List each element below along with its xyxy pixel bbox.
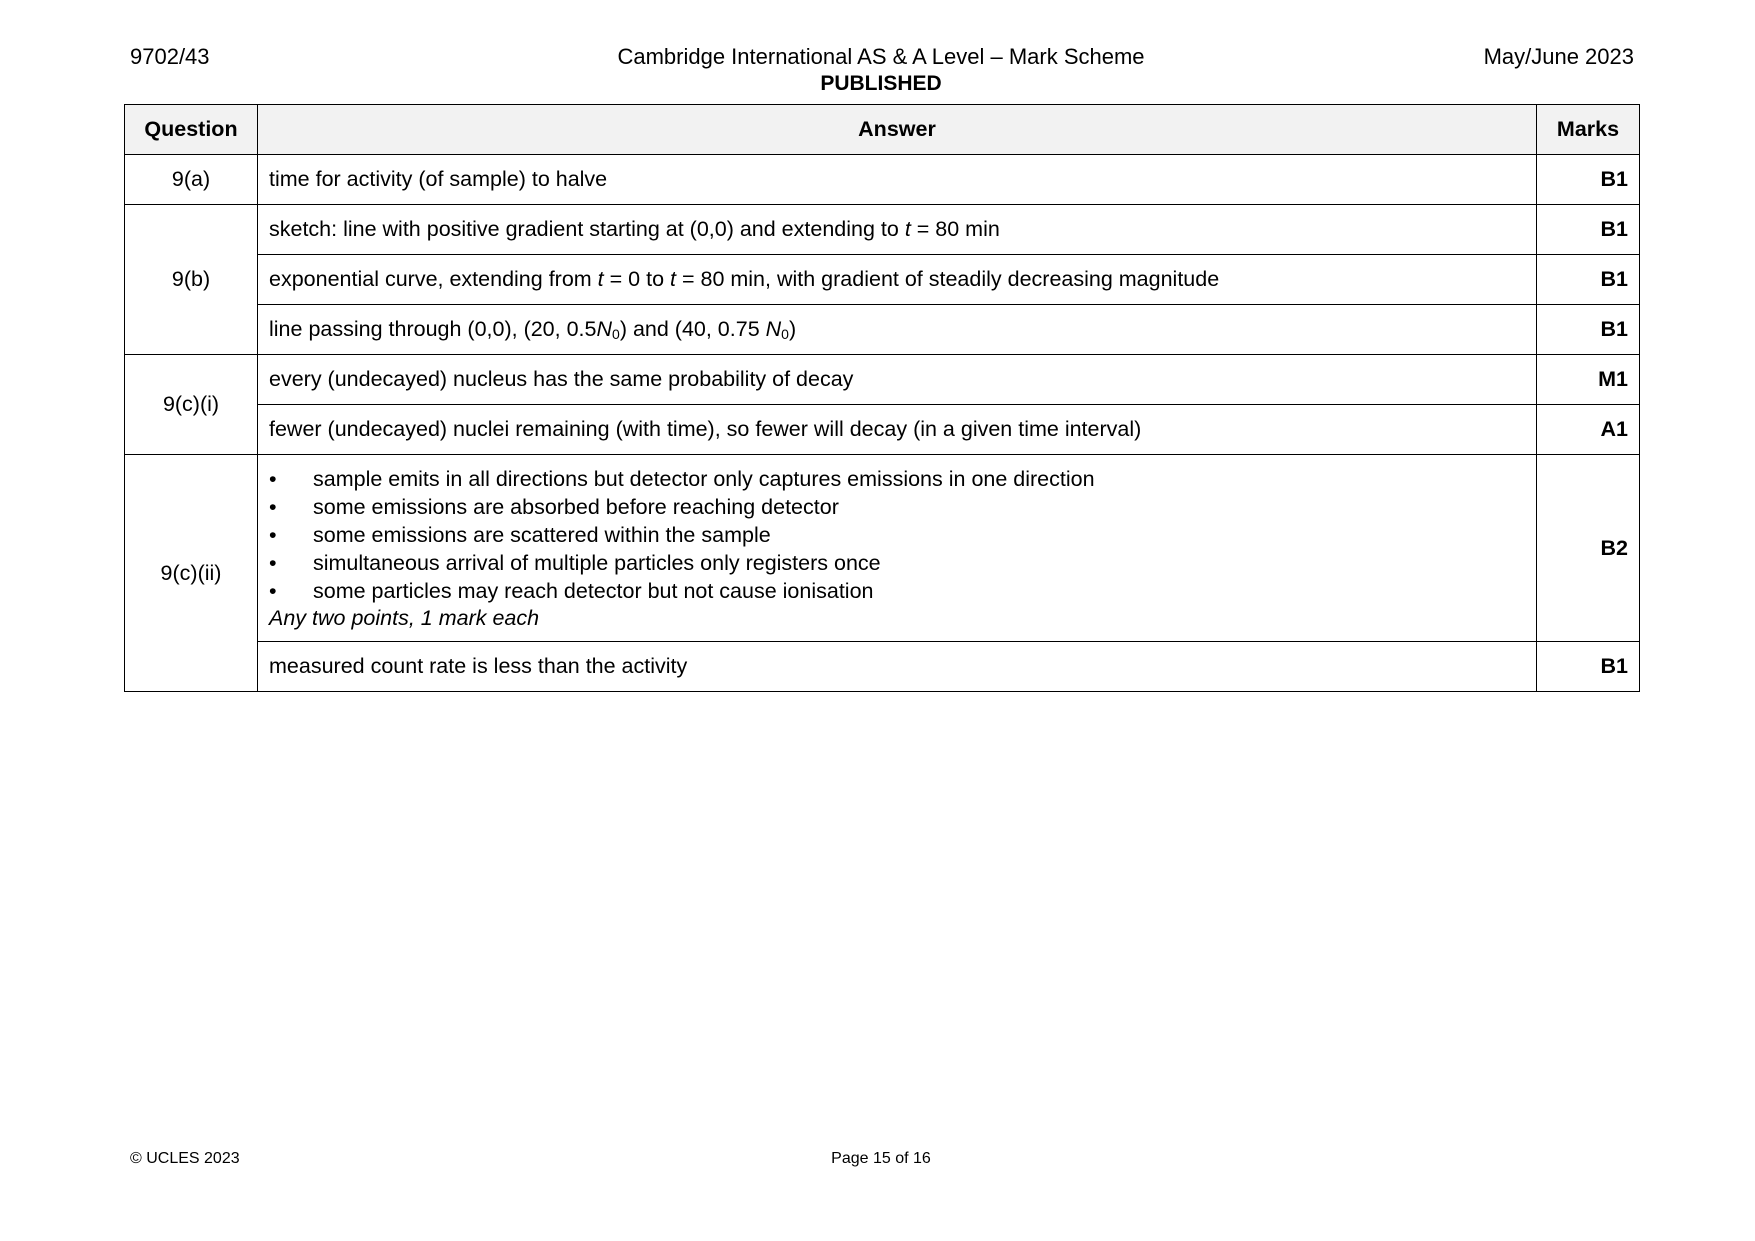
answer-text: measured count rate is less than the activity	[258, 642, 1537, 692]
list-item	[269, 521, 1525, 549]
mark-scheme-table	[124, 104, 1640, 692]
answer-text: time for activity (of sample) to halve	[258, 155, 1537, 205]
mark-code: B1	[1537, 305, 1640, 355]
answer-text-part: exponential curve, extending from	[269, 267, 598, 291]
marking-note: Any two points, 1 mark each	[269, 606, 540, 630]
list-item-text: simultaneous arrival of multiple particles only registers once	[313, 551, 881, 575]
column-header-question: Question	[125, 105, 258, 155]
list-item	[269, 577, 1525, 605]
mark-code: B1	[1537, 642, 1640, 692]
subscript-zero: 0	[781, 326, 789, 342]
question-number: 9(c)(i)	[125, 355, 258, 455]
mark-code: B2	[1537, 455, 1640, 642]
bullet-icon: •	[269, 495, 277, 519]
answer-text	[258, 205, 1537, 255]
variable-n: N	[765, 317, 782, 341]
paper-code: 9702/43	[130, 44, 210, 69]
mark-code: M1	[1537, 355, 1640, 405]
answer-text-part: ) and (40, 0.75	[619, 317, 766, 341]
answer-text-part: )	[788, 317, 797, 341]
question-number: 9(b)	[125, 205, 258, 355]
question-number: 9(c)(ii)	[125, 455, 258, 692]
answer-text-part: = 80 min, with gradient of steadily decreasing magnitude	[675, 267, 1220, 291]
answer-text-part: sketch: line with positive gradient starting at (0,0) and extending to	[269, 217, 905, 241]
bullet-icon: •	[269, 579, 277, 603]
answer-text-part: = 80 min	[910, 217, 1000, 241]
mark-code: B1	[1537, 255, 1640, 305]
list-item-text: some particles may reach detector but not cause ionisation	[313, 579, 874, 603]
page-number: Page 15 of 16	[831, 1150, 931, 1167]
answer-text-part: = 0 to	[603, 267, 670, 291]
exam-session: May/June 2023	[1483, 44, 1634, 69]
variable-n: N	[596, 317, 613, 341]
bullet-icon: •	[269, 551, 277, 575]
column-header-answer: Answer	[258, 105, 1537, 155]
published-label: PUBLISHED	[820, 72, 942, 95]
copyright: © UCLES 2023	[130, 1150, 240, 1167]
answer-text	[258, 305, 1537, 355]
bullet-icon: •	[269, 523, 277, 547]
list-item-text: some emissions are scattered within the sample	[313, 523, 771, 547]
column-header-marks: Marks	[1537, 105, 1640, 155]
mark-code: A1	[1537, 405, 1640, 455]
table-row	[125, 642, 1640, 692]
mark-code: B1	[1537, 155, 1640, 205]
list-item	[269, 465, 1525, 493]
subscript-zero: 0	[612, 326, 620, 342]
answer-text: fewer (undecayed) nuclei remaining (with time), so fewer will decay (in a given time interval)	[258, 405, 1537, 455]
document-title: Cambridge International AS & A Level – Mark Scheme	[617, 44, 1145, 69]
table-row	[125, 205, 1640, 255]
answer-list-cell	[258, 455, 1537, 642]
table-header-row	[125, 105, 1640, 155]
answer-text	[258, 255, 1537, 305]
list-item-text: some emissions are absorbed before reaching detector	[313, 495, 839, 519]
list-item-text: sample emits in all directions but detector only captures emissions in one direction	[313, 467, 1095, 491]
bullet-list	[269, 465, 1525, 605]
table-row	[125, 355, 1640, 405]
list-item	[269, 493, 1525, 521]
variable-t: t	[904, 217, 911, 241]
table-row	[125, 305, 1640, 355]
table-row	[125, 455, 1640, 642]
variable-t: t	[597, 267, 604, 291]
variable-t: t	[670, 267, 676, 291]
answer-text: every (undecayed) nucleus has the same probability of decay	[258, 355, 1537, 405]
list-item	[269, 549, 1525, 577]
question-number: 9(a)	[125, 155, 258, 205]
table-row	[125, 405, 1640, 455]
bullet-icon: •	[269, 467, 277, 491]
mark-code: B1	[1537, 205, 1640, 255]
table-row	[125, 255, 1640, 305]
answer-text-part: line passing through (0,0), (20, 0.5	[269, 317, 597, 341]
table-row	[125, 155, 1640, 205]
